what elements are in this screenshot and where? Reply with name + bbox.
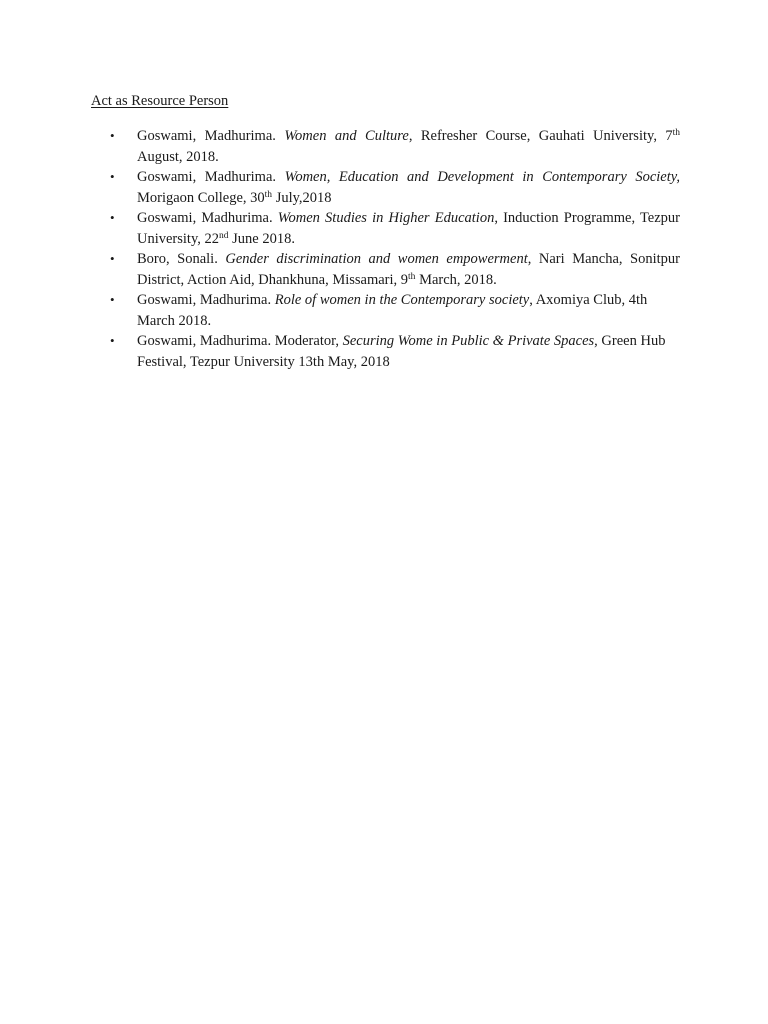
entry-title: Securing Wome in Public & Private Spaces xyxy=(342,333,595,349)
bullet-icon: • xyxy=(110,292,115,307)
ordinal-suffix: th xyxy=(672,128,680,138)
entry-date: June 2018. xyxy=(228,230,295,247)
entry-author: Goswami, Madhurima. xyxy=(137,128,285,144)
entry-details: , Green Hub Festival, Tezpur University 13th May, 2018 xyxy=(137,333,666,370)
list-item xyxy=(106,167,680,208)
ordinal-suffix: nd xyxy=(219,230,229,241)
entry-title: Role of women in the Contemporary society xyxy=(274,292,530,308)
entry-date: March, 2018. xyxy=(415,271,497,288)
list-item xyxy=(106,331,680,372)
list-item xyxy=(106,208,680,249)
bullet-icon: • xyxy=(110,128,115,143)
entry-details: , Nari Mancha, Sonitpur District, Action Aid, Dhankhuna, Missamari, 9 xyxy=(137,251,681,288)
list-item xyxy=(106,249,680,290)
entry-details: , Induction Programme, Tezpur University, 22 xyxy=(137,210,680,247)
section-heading: Act as Resource Person xyxy=(91,93,229,109)
entry-author: Goswami, Madhurima. Moderator, xyxy=(137,333,343,349)
list-item xyxy=(106,290,680,331)
bullet-icon: • xyxy=(110,210,115,225)
ordinal-suffix: th xyxy=(408,271,416,282)
entry-details: Morigaon College, 30 xyxy=(137,189,265,206)
bullet-icon: • xyxy=(110,169,115,184)
entry-details: , Axomiya Club, 4th March 2018. xyxy=(137,292,648,329)
ordinal-suffix: th xyxy=(264,189,273,200)
resource-person-list xyxy=(106,126,680,372)
entry-title: Gender discrimination and women empowerment xyxy=(225,251,528,267)
bullet-icon: • xyxy=(110,251,115,266)
list-item xyxy=(106,126,680,167)
entry-author: Goswami, Madhurima. xyxy=(137,210,278,226)
entry-title: Women, Education and Development in Contemporary Society, xyxy=(284,169,681,185)
entry-author: Goswami, Madhurima. xyxy=(137,292,275,308)
entry-title: Women and Culture xyxy=(284,128,409,144)
entry-author: Goswami, Madhurima. xyxy=(137,169,285,185)
entry-title: Women Studies in Higher Education xyxy=(277,210,495,226)
entry-details: , Refresher Course, Gauhati University, 7 xyxy=(408,128,673,144)
bullet-icon: • xyxy=(110,333,115,348)
entry-date: August, 2018. xyxy=(137,148,219,165)
entry-date: July,2018 xyxy=(272,189,332,206)
entry-author: Boro, Sonali. xyxy=(137,251,226,267)
